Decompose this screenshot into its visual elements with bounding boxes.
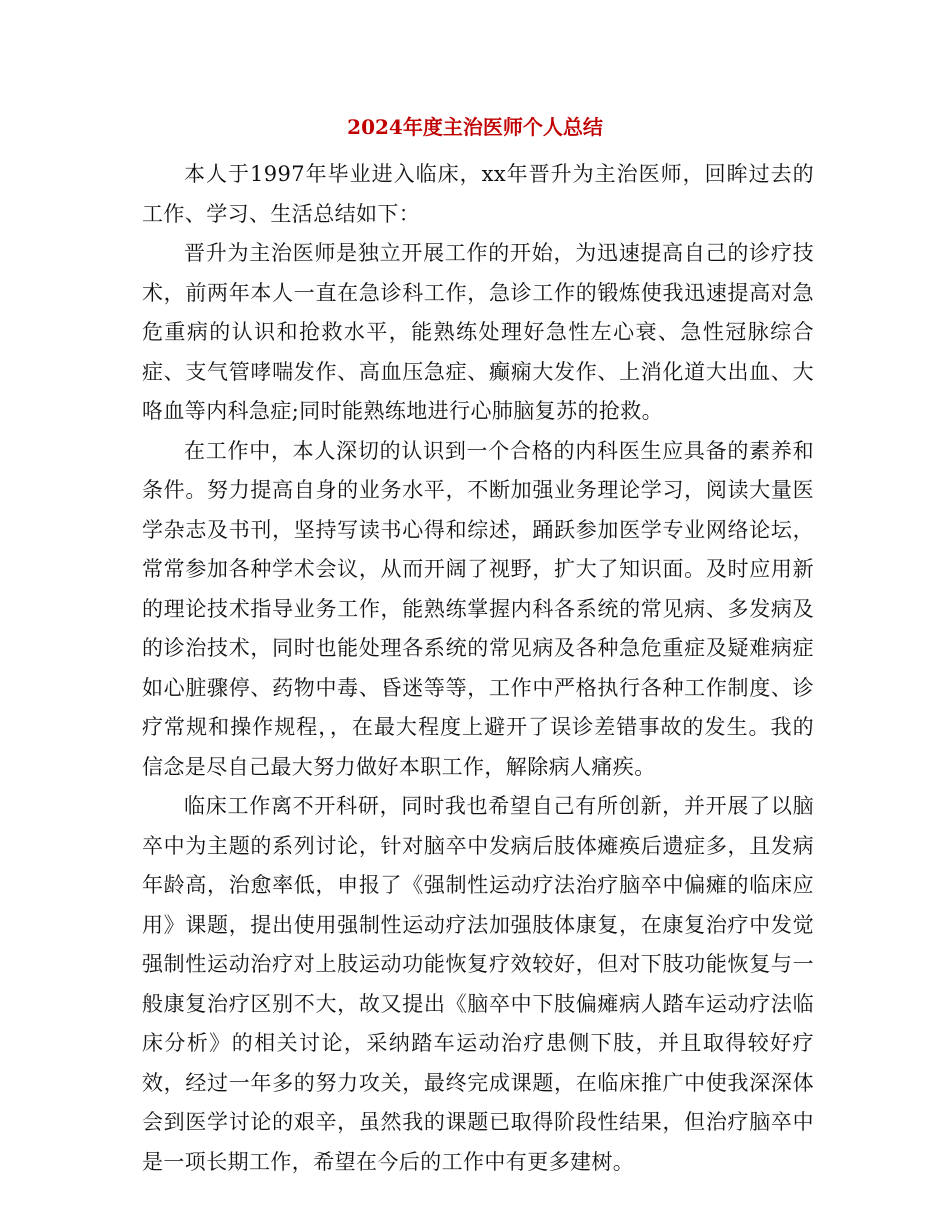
paragraph-emergency-work: 晋升为主治医师是独立开展工作的开始，为迅速提高自己的诊疗技术，前两年本人一直在急诊科工作，急诊工作的锻炼使我迅速提高对急危重病的认识和抢救水平，能熟练处理好急性左心衰、急性冠脉综合症、支气管哮喘发作、高血压急症、癫痫大发作、上消化道大出血、大咯血等内科急症;同时能熟练地进行心肺脑复苏的抢救。	[142, 241, 814, 423]
paragraph-research: 临床工作离不开科研，同时我也希望自己有所创新，并开展了以脑卒中为主题的系列讨论，针对脑卒中发病后肢体瘫痪后遗症多，且发病年龄高，治愈率低，申报了《强制性运动疗法治疗脑卒中偏瘫的临床应用》课题，提出使用强制性运动疗法加强肢体康复，在康复治疗中发觉强制性运动治疗对上肢运动功能恢复疗效较好，但对下肢功能恢复与一般康复治疗区别不大，故又提出《脑卒中下肢偏瘫病人踏车运动疗法临床分析》的相关讨论，采纳踏车运动治疗患侧下肢，并且取得较好疗效，经过一年多的努力攻关，最终完成课题，在临床推广中使我深深体会到医学讨论的艰辛，虽然我的课题已取得阶段性结果，但治疗脑卒中是一项长期工作，希望在今后的工作中有更多建树。	[142, 794, 814, 1174]
paragraph-professional-study: 在工作中，本人深切的认识到一个合格的内科医生应具备的素养和条件。努力提高自身的业务水平，不断加强业务理论学习，阅读大量医学杂志及书刊，坚持写读书心得和综述，踊跃参加医学专业网络论坛，常常参加各种学术会议，从而开阔了视野，扩大了知识面。及时应用新的理论技术指导业务工作，能熟练掌握内科各系统的常见病、多发病及的诊治技术，同时也能处理各系统的常见病及各种急危重症及疑难病症如心脏骤停、药物中毒、昏迷等等，工作中严格执行各种工作制度、诊疗常规和操作规程，，在最大程度上避开了误诊差错事故的发生。我的信念是尽自己最大努力做好本职工作，解除病人痛疾。	[142, 438, 814, 779]
document-body	[142, 155, 814, 1182]
document-title: 2024年度主治医师个人总结	[347, 115, 603, 139]
paragraph-intro: 本人于1997年毕业进入临床，xx年晋升为主治医师，回眸过去的工作、学习、生活总结如下：	[142, 162, 814, 226]
